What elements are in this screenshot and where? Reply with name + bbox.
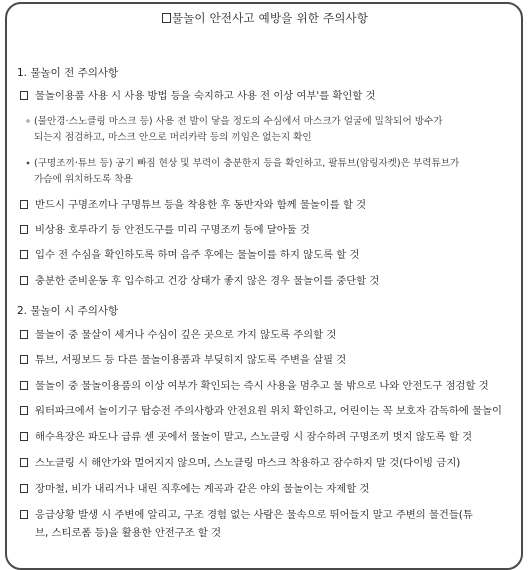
item-text: 장마철, 비가 내리거나 내린 직후에는 계곡과 같은 야외 물놀이는 자제할 것 [35,483,370,495]
sub-item [25,156,515,188]
checklist-item [20,247,520,264]
checklist-item [20,481,520,498]
checklist-item [20,273,520,290]
item-text: 물놀이 중 물놀이용품의 이상 여부가 확인되는 즉시 사용을 멈추고 물 밖으로 나와 안전도구 점검할 것 [35,380,489,392]
checklist-item [20,429,520,446]
item-text-line2: 브, 스티로폼 등)을 활용한 안전구조 할 것 [35,527,222,539]
item-text: 해수욕장은 파도나 급류 센 곳에서 물놀이 말고, 스노클링 시 잠수하려 구명조끼 벗지 않도록 할 것 [35,431,473,443]
sub-item-line2: 가슴에 위치하도록 착용 [34,174,133,185]
checkbox-icon[interactable] [20,200,28,209]
item-text: 반드시 구명조끼나 구명튜브 등을 착용한 후 동반자와 함께 물놀이를 할 것 [35,199,367,211]
bullet-icon: ∙ [25,158,32,169]
checklist-item [20,88,520,105]
checkbox-icon[interactable] [20,91,28,100]
checkbox-icon[interactable] [20,406,28,415]
checklist-item [20,222,520,239]
checklist-item [20,455,520,472]
item-text-line1: 응급상황 발생 시 주변에 알리고, 구조 경험 없는 사람은 물속으로 뛰어들지 말고 주변의 물건들(튜 [35,509,473,521]
sub-item-line1: (구명조끼·튜브 등) 공기 빠짐 현상 및 부력이 충분한지 등을 확인하고, 팔튜브(암링자켓)은 부력튜브가 [34,158,460,169]
sub-item-line1: (물안경·스노클링 마스크 등) 사용 전 발이 닿을 정도의 수심에서 마스크가 얼굴에 밀착되어 방수가 [34,116,443,127]
bullet-icon: ∘ [25,116,32,127]
checkbox-icon[interactable] [20,484,28,493]
item-text: 물놀이용품 사용 시 사용 방법 등을 숙지하고 사용 전 이상 여부'를 확인할 것 [35,90,376,102]
section-heading-before: 1. 물놀이 전 주의사항 [17,67,119,79]
checkbox-icon[interactable] [20,355,28,364]
item-text: 튜브, 서핑보드 등 다른 물놀이용품과 부딪히지 않도록 주변을 살필 것 [35,354,347,366]
sub-item [25,114,515,146]
checklist-item [20,403,520,420]
item-text: 비상용 호루라기 등 안전도구를 미리 구명조끼 등에 달아둘 것 [35,224,310,236]
sub-item-line2: 되는지 점검하고, 마스크 안으로 머리카락 등의 끼임은 없는지 확인 [34,132,312,143]
checkbox-icon[interactable] [20,250,28,259]
item-text: 충분한 준비운동 후 입수하고 건강 상태가 좋지 않은 경우 물놀이를 중단할 것 [35,275,380,287]
document-title: 물놀이 안전사고 예방을 위한 주의사항 [0,10,530,26]
checklist-item [20,327,520,344]
item-text: 워터파크에서 놀이기구 탑승전 주의사항과 안전요원 위치 확인하고, 어린이는 꼭 보호자 감독하에 물놀이 [35,405,502,417]
section-heading-during: 2. 물놀이 시 주의사항 [17,305,119,317]
checklist-item [20,506,520,542]
item-text: 물놀이 중 물살이 세거나 수심이 깊은 곳으로 가지 않도록 주의할 것 [35,329,337,341]
checkbox-icon[interactable] [20,225,28,234]
title-box-icon [162,13,171,23]
checkbox-icon[interactable] [20,510,28,519]
checklist-item [20,352,520,369]
checkbox-icon[interactable] [20,276,28,285]
checkbox-icon[interactable] [20,432,28,441]
checkbox-icon[interactable] [20,381,28,390]
checklist-item [20,197,520,214]
checkbox-icon[interactable] [20,330,28,339]
checkbox-icon[interactable] [20,458,28,467]
item-text: 스노클링 시 해안가와 멀어지지 않으며, 스노클링 마스크 착용하고 잠수하지 말 것(다이빙 금지) [35,457,461,469]
checklist-item [20,378,520,395]
item-text: 입수 전 수심을 확인하도록 하며 음주 후에는 물놀이를 하지 않도록 할 것 [35,249,360,261]
